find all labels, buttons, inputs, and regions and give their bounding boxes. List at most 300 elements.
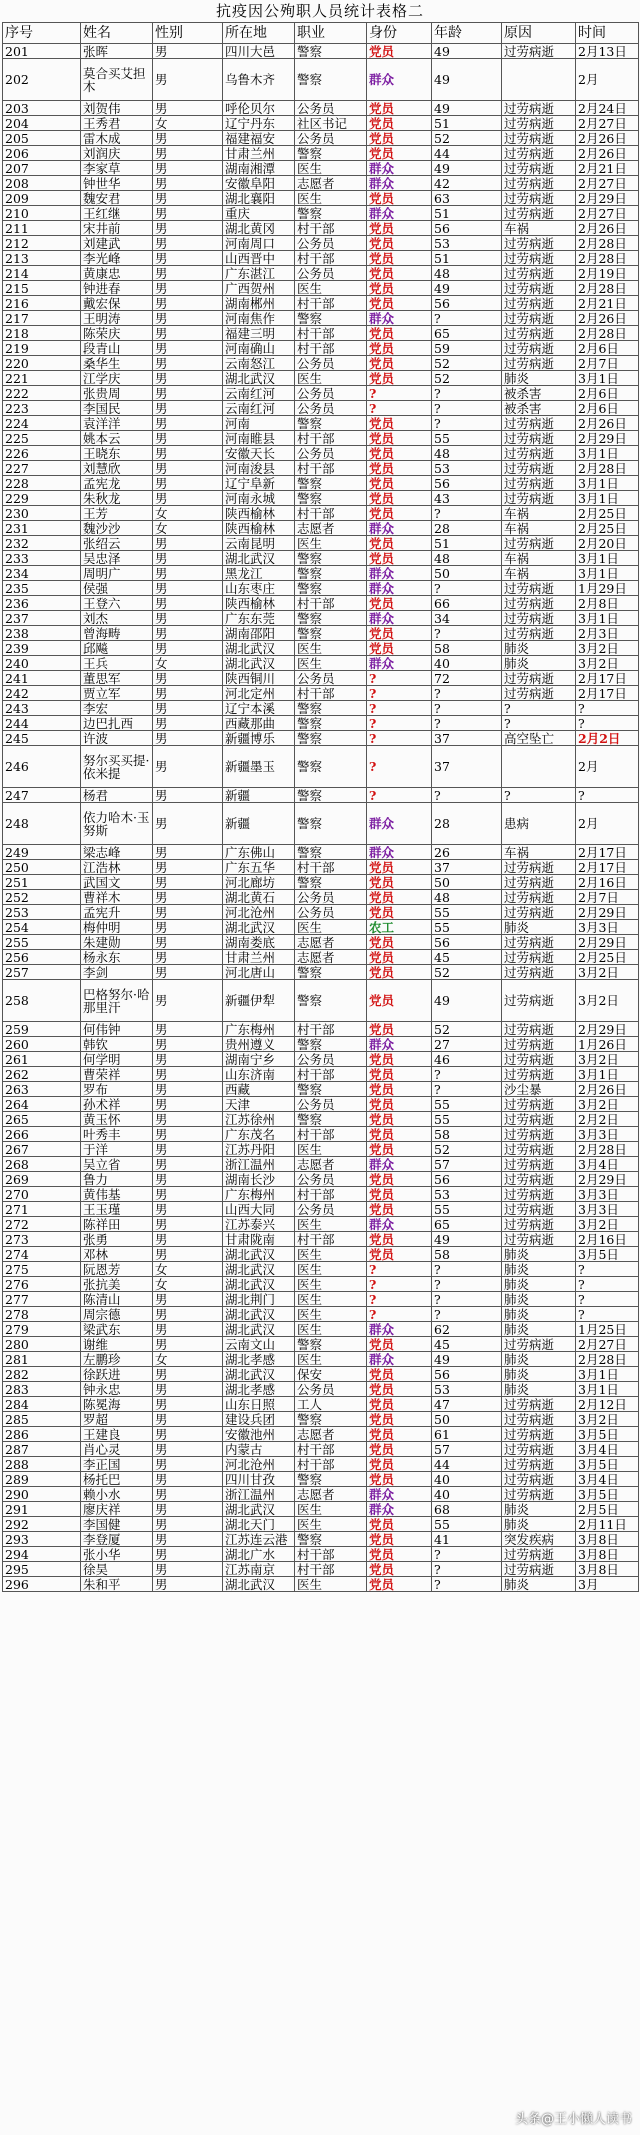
cell-occupation: 警察 [295, 1532, 367, 1547]
cell-location: 甘肃陇南 [223, 1232, 295, 1247]
cell-reason: 过劳病逝 [502, 1157, 576, 1172]
table-row [3, 1337, 639, 1352]
cell-reason: 肺炎 [502, 1352, 576, 1367]
cell-name: 赖小水 [81, 1487, 153, 1502]
cell-reason: 过劳病逝 [502, 950, 576, 965]
cell-name: 王红继 [81, 206, 153, 221]
cell-reason: 肺炎 [502, 920, 576, 935]
cell-occupation: 医生 [295, 1217, 367, 1232]
cell-location: 湖北孝感 [223, 1352, 295, 1367]
cell-date: 3月5日 [576, 1427, 639, 1442]
cell-occupation: 村干部 [295, 1127, 367, 1142]
cell-gender: 男 [153, 980, 223, 1022]
cell-gender: 男 [153, 641, 223, 656]
cell-index: 293 [3, 1532, 81, 1547]
table-row [3, 860, 639, 875]
cell-date: ? [576, 701, 639, 716]
cell-date: 2月28日 [576, 326, 639, 341]
cell-occupation: 志愿者 [295, 935, 367, 950]
cell-occupation: 村干部 [295, 221, 367, 236]
cell-location: 湖北武汉 [223, 1577, 295, 1592]
cell-age: 59 [432, 341, 502, 356]
table-row [3, 1292, 639, 1307]
cell-gender: 男 [153, 581, 223, 596]
cell-age: 44 [432, 1457, 502, 1472]
cell-reason: 过劳病逝 [502, 1052, 576, 1067]
cell-index: 234 [3, 566, 81, 581]
cell-gender: 男 [153, 281, 223, 296]
cell-index: 223 [3, 401, 81, 416]
cell-name: 徐跃进 [81, 1367, 153, 1382]
cell-occupation: 医生 [295, 1277, 367, 1292]
cell-age: 52 [432, 131, 502, 146]
cell-occupation: 医生 [295, 1322, 367, 1337]
cell-occupation: 社区书记 [295, 116, 367, 131]
cell-identity: 群众 [367, 845, 432, 860]
cell-location: 河南浚县 [223, 461, 295, 476]
cell-name: 魏安君 [81, 191, 153, 206]
cell-location: 河北唐山 [223, 965, 295, 980]
cell-index: 261 [3, 1052, 81, 1067]
cell-location: 乌鲁木齐 [223, 59, 295, 101]
cell-gender: 男 [153, 1547, 223, 1562]
cell-identity: 群众 [367, 1487, 432, 1502]
cell-occupation: 公务员 [295, 356, 367, 371]
cell-location: 湖北孝感 [223, 1382, 295, 1397]
cell-age: 48 [432, 551, 502, 566]
cell-date: 2月27日 [576, 176, 639, 191]
cell-index: 286 [3, 1427, 81, 1442]
table-row [3, 965, 639, 980]
cell-reason: 过劳病逝 [502, 191, 576, 206]
cell-gender: 男 [153, 1067, 223, 1082]
cell-occupation: 公务员 [295, 1172, 367, 1187]
cell-date: 3月1日 [576, 476, 639, 491]
cell-reason: 过劳病逝 [502, 1427, 576, 1442]
cell-location: 山东枣庄 [223, 581, 295, 596]
table-row [3, 266, 639, 281]
cell-date: 2月8日 [576, 596, 639, 611]
cell-occupation: 警察 [295, 1472, 367, 1487]
cell-index: 248 [3, 803, 81, 845]
cell-identity: 党员 [367, 1142, 432, 1157]
cell-location: 安徽阜阳 [223, 176, 295, 191]
cell-gender: 男 [153, 701, 223, 716]
cell-gender: 男 [153, 1307, 223, 1322]
cell-gender: 男 [153, 935, 223, 950]
cell-date: 2月29日 [576, 1172, 639, 1187]
cell-gender: 男 [153, 431, 223, 446]
cell-age: 55 [432, 920, 502, 935]
cell-identity: ? [367, 671, 432, 686]
cell-age: 46 [432, 1052, 502, 1067]
cell-location: 福建三明 [223, 326, 295, 341]
cell-gender: 男 [153, 845, 223, 860]
cell-date: 2月6日 [576, 386, 639, 401]
cell-occupation: 志愿者 [295, 1157, 367, 1172]
cell-reason: 过劳病逝 [502, 1067, 576, 1082]
table-row [3, 1187, 639, 1202]
cell-index: 285 [3, 1412, 81, 1427]
cell-location: 江苏泰兴 [223, 1217, 295, 1232]
table-row [3, 1457, 639, 1472]
cell-gender: 男 [153, 1022, 223, 1037]
cell-occupation: 警察 [295, 416, 367, 431]
cell-occupation: 公务员 [295, 236, 367, 251]
cell-identity: 群众 [367, 206, 432, 221]
cell-name: 努尔买买提·依米提 [81, 746, 153, 788]
cell-occupation: 医生 [295, 1577, 367, 1592]
cell-identity: 群众 [367, 176, 432, 191]
cell-age: 51 [432, 251, 502, 266]
cell-name: 周宗德 [81, 1307, 153, 1322]
cell-index: 280 [3, 1337, 81, 1352]
cell-date: 2月26日 [576, 221, 639, 236]
cell-gender: 男 [153, 311, 223, 326]
cell-date: 2月11日 [576, 1517, 639, 1532]
cell-index: 292 [3, 1517, 81, 1532]
table-row [3, 1247, 639, 1262]
cell-name: 张抗美 [81, 1277, 153, 1292]
cell-reason: 过劳病逝 [502, 236, 576, 251]
table-row [3, 611, 639, 626]
cell-occupation: 志愿者 [295, 521, 367, 536]
cell-reason: 过劳病逝 [502, 1217, 576, 1232]
cell-age: 52 [432, 965, 502, 980]
header-identity: 身份 [367, 23, 432, 44]
cell-date: 2月 [576, 746, 639, 788]
cell-index: 274 [3, 1247, 81, 1262]
cell-index: 270 [3, 1187, 81, 1202]
cell-age: 49 [432, 59, 502, 101]
cell-occupation: 医生 [295, 536, 367, 551]
cell-age: 49 [432, 980, 502, 1022]
cell-reason: 车祸 [502, 521, 576, 536]
cell-occupation: 志愿者 [295, 1427, 367, 1442]
cell-occupation: 警察 [295, 1412, 367, 1427]
cell-date: 3月4日 [576, 1442, 639, 1457]
cell-name: 张勇 [81, 1232, 153, 1247]
cell-occupation: 公务员 [295, 890, 367, 905]
table-row [3, 1502, 639, 1517]
table-row [3, 476, 639, 491]
cell-reason: 过劳病逝 [502, 1487, 576, 1502]
cell-reason: 沙尘暴 [502, 1082, 576, 1097]
cell-identity: ? [367, 686, 432, 701]
cell-gender: 男 [153, 1127, 223, 1142]
cell-identity: 党员 [367, 44, 432, 59]
cell-index: 249 [3, 845, 81, 860]
cell-location: 江苏连云港 [223, 1532, 295, 1547]
cell-name: 梅仲明 [81, 920, 153, 935]
cell-gender: 男 [153, 491, 223, 506]
cell-location: 河南周口 [223, 236, 295, 251]
cell-identity: ? [367, 1307, 432, 1322]
cell-gender: 男 [153, 1397, 223, 1412]
cell-reason: 过劳病逝 [502, 1112, 576, 1127]
cell-date: 3月3日 [576, 1127, 639, 1142]
cell-identity: ? [367, 1292, 432, 1307]
cell-index: 278 [3, 1307, 81, 1322]
cell-date: 2月27日 [576, 1337, 639, 1352]
cell-reason: 过劳病逝 [502, 686, 576, 701]
cell-occupation: 志愿者 [295, 1487, 367, 1502]
cell-location: 河南睢县 [223, 431, 295, 446]
cell-date: 2月28日 [576, 1142, 639, 1157]
cell-index: 242 [3, 686, 81, 701]
cell-identity: 群众 [367, 566, 432, 581]
cell-gender: 男 [153, 1082, 223, 1097]
cell-occupation: 村干部 [295, 431, 367, 446]
header-reason: 原因 [502, 23, 576, 44]
cell-reason: 过劳病逝 [502, 1202, 576, 1217]
table-row [3, 446, 639, 461]
cell-index: 245 [3, 731, 81, 746]
cell-identity: ? [367, 731, 432, 746]
table-row [3, 671, 639, 686]
cell-index: 253 [3, 905, 81, 920]
table-row [3, 1562, 639, 1577]
cell-gender: 男 [153, 1037, 223, 1052]
cell-name: 陈荣庆 [81, 326, 153, 341]
cell-date: 2月28日 [576, 461, 639, 476]
table-row [3, 206, 639, 221]
cell-age: 57 [432, 1157, 502, 1172]
cell-name: 董思军 [81, 671, 153, 686]
cell-identity: 党员 [367, 1247, 432, 1262]
cell-identity: 群众 [367, 1157, 432, 1172]
table-row [3, 596, 639, 611]
cell-name: 朱秋龙 [81, 491, 153, 506]
cell-location: 浙江温州 [223, 1487, 295, 1502]
cell-name: 杨君 [81, 788, 153, 803]
cell-gender: 女 [153, 1262, 223, 1277]
cell-identity: 党员 [367, 1097, 432, 1112]
cell-age: 56 [432, 935, 502, 950]
cell-reason: 被杀害 [502, 401, 576, 416]
cell-name: 陈祥田 [81, 1217, 153, 1232]
cell-identity: 党员 [367, 101, 432, 116]
cell-reason: 过劳病逝 [502, 176, 576, 191]
cell-index: 224 [3, 416, 81, 431]
table-row [3, 1172, 639, 1187]
table-row [3, 803, 639, 845]
cell-occupation: 医生 [295, 1262, 367, 1277]
cell-index: 277 [3, 1292, 81, 1307]
cell-date: 3月1日 [576, 551, 639, 566]
cell-location: 湖北天门 [223, 1517, 295, 1532]
cell-name: 邱飚 [81, 641, 153, 656]
table-row [3, 1277, 639, 1292]
cell-location: 广东五华 [223, 860, 295, 875]
cell-index: 252 [3, 890, 81, 905]
cell-age: ? [432, 686, 502, 701]
table-row [3, 146, 639, 161]
cell-age: 50 [432, 1412, 502, 1427]
cell-gender: 男 [153, 1487, 223, 1502]
cell-age: ? [432, 1262, 502, 1277]
cell-reason: 过劳病逝 [502, 1547, 576, 1562]
cell-identity: ? [367, 1277, 432, 1292]
cell-age: ? [432, 1067, 502, 1082]
cell-name: 朱和平 [81, 1577, 153, 1592]
table-row [3, 581, 639, 596]
cell-identity: 党员 [367, 965, 432, 980]
cell-occupation: 医生 [295, 161, 367, 176]
cell-age: 53 [432, 236, 502, 251]
cell-location: 湖北武汉 [223, 1502, 295, 1517]
cell-name: 曹荣祥 [81, 1067, 153, 1082]
table-row [3, 386, 639, 401]
cell-gender: 男 [153, 566, 223, 581]
cell-name: 吴立省 [81, 1157, 153, 1172]
cell-reason: 过劳病逝 [502, 1412, 576, 1427]
cell-gender: 女 [153, 506, 223, 521]
table-row [3, 626, 639, 641]
cell-identity: 党员 [367, 221, 432, 236]
cell-age: 62 [432, 1322, 502, 1337]
cell-age: ? [432, 701, 502, 716]
cell-index: 246 [3, 746, 81, 788]
cell-reason: 过劳病逝 [502, 1187, 576, 1202]
cell-occupation: 警察 [295, 566, 367, 581]
table-row [3, 281, 639, 296]
cell-occupation: 村干部 [295, 1187, 367, 1202]
cell-index: 262 [3, 1067, 81, 1082]
cell-age: 66 [432, 596, 502, 611]
cell-date: ? [576, 1292, 639, 1307]
cell-identity: ? [367, 1262, 432, 1277]
cell-age: 37 [432, 731, 502, 746]
cell-age: 44 [432, 146, 502, 161]
cell-name: 孙术祥 [81, 1097, 153, 1112]
cell-gender: 男 [153, 176, 223, 191]
cell-occupation: 村干部 [295, 596, 367, 611]
cell-date: 2月 [576, 803, 639, 845]
cell-occupation: 医生 [295, 1307, 367, 1322]
cell-occupation: 村干部 [295, 461, 367, 476]
cell-name: 吴忠泽 [81, 551, 153, 566]
table-row [3, 1082, 639, 1097]
cell-gender: 男 [153, 371, 223, 386]
cell-gender: 男 [153, 731, 223, 746]
cell-gender: 男 [153, 206, 223, 221]
header-occupation: 职业 [295, 23, 367, 44]
cell-gender: 男 [153, 1247, 223, 1262]
cell-name: 谢维 [81, 1337, 153, 1352]
cell-reason: 患病 [502, 803, 576, 845]
header-age: 年龄 [432, 23, 502, 44]
cell-name: 左鹏珍 [81, 1352, 153, 1367]
cell-occupation: 警察 [295, 965, 367, 980]
cell-age: 49 [432, 101, 502, 116]
cell-date: 1月29日 [576, 581, 639, 596]
cell-name: 江浩林 [81, 860, 153, 875]
cell-location: 湖北武汉 [223, 656, 295, 671]
cell-age: 28 [432, 521, 502, 536]
cell-name: 张小华 [81, 1547, 153, 1562]
table-row [3, 356, 639, 371]
cell-gender: 男 [153, 920, 223, 935]
cell-reason: 过劳病逝 [502, 131, 576, 146]
header-date: 时间 [576, 23, 639, 44]
cell-name: 贾立军 [81, 686, 153, 701]
cell-reason: ? [502, 788, 576, 803]
cell-name: 王登六 [81, 596, 153, 611]
cell-location: 河北廊坊 [223, 875, 295, 890]
header-index: 序号 [3, 23, 81, 44]
cell-identity: 党员 [367, 935, 432, 950]
cell-occupation: 医生 [295, 191, 367, 206]
cell-occupation: 警察 [295, 803, 367, 845]
cell-reason: 过劳病逝 [502, 44, 576, 59]
cell-age: ? [432, 626, 502, 641]
cell-reason: 过劳病逝 [502, 1457, 576, 1472]
cell-name: 李宏 [81, 701, 153, 716]
cell-reason: 过劳病逝 [502, 206, 576, 221]
cell-location: 湖北武汉 [223, 920, 295, 935]
cell-reason: 过劳病逝 [502, 536, 576, 551]
cell-age: ? [432, 1277, 502, 1292]
cell-occupation: 警察 [295, 626, 367, 641]
cell-date: 3月3日 [576, 1202, 639, 1217]
cell-age: ? [432, 1547, 502, 1562]
cell-age: 37 [432, 860, 502, 875]
cell-name: 刘杰 [81, 611, 153, 626]
table-row [3, 1097, 639, 1112]
cell-index: 288 [3, 1457, 81, 1472]
cell-identity: 党员 [367, 1172, 432, 1187]
cell-identity: 党员 [367, 1562, 432, 1577]
table-row [3, 491, 639, 506]
cell-gender: 男 [153, 551, 223, 566]
cell-gender: 男 [153, 59, 223, 101]
cell-age: 58 [432, 1247, 502, 1262]
cell-age: 48 [432, 266, 502, 281]
cell-name: 钟进春 [81, 281, 153, 296]
cell-age: 42 [432, 176, 502, 191]
cell-gender: 男 [153, 461, 223, 476]
cell-name: 罗超 [81, 1412, 153, 1427]
cell-reason: 肺炎 [502, 1292, 576, 1307]
cell-reason: 过劳病逝 [502, 281, 576, 296]
cell-gender: 男 [153, 101, 223, 116]
cell-index: 255 [3, 935, 81, 950]
cell-date: 2月28日 [576, 236, 639, 251]
cell-identity: ? [367, 701, 432, 716]
cell-index: 257 [3, 965, 81, 980]
table-row [3, 845, 639, 860]
cell-name: 武国文 [81, 875, 153, 890]
cell-age: 72 [432, 671, 502, 686]
cell-gender: 男 [153, 356, 223, 371]
cell-location: 建设兵团 [223, 1412, 295, 1427]
cell-location: 陕西榆林 [223, 506, 295, 521]
cell-date: 2月29日 [576, 905, 639, 920]
cell-index: 276 [3, 1277, 81, 1292]
cell-gender: 男 [153, 1472, 223, 1487]
cell-index: 236 [3, 596, 81, 611]
cell-index: 289 [3, 1472, 81, 1487]
cell-occupation: 村干部 [295, 1457, 367, 1472]
cell-occupation: 医生 [295, 641, 367, 656]
cell-age: 51 [432, 116, 502, 131]
cell-name: 段青山 [81, 341, 153, 356]
cell-date: 2月17日 [576, 671, 639, 686]
cell-location: 福建福安 [223, 131, 295, 146]
table-row [3, 875, 639, 890]
cell-reason: 过劳病逝 [502, 1337, 576, 1352]
